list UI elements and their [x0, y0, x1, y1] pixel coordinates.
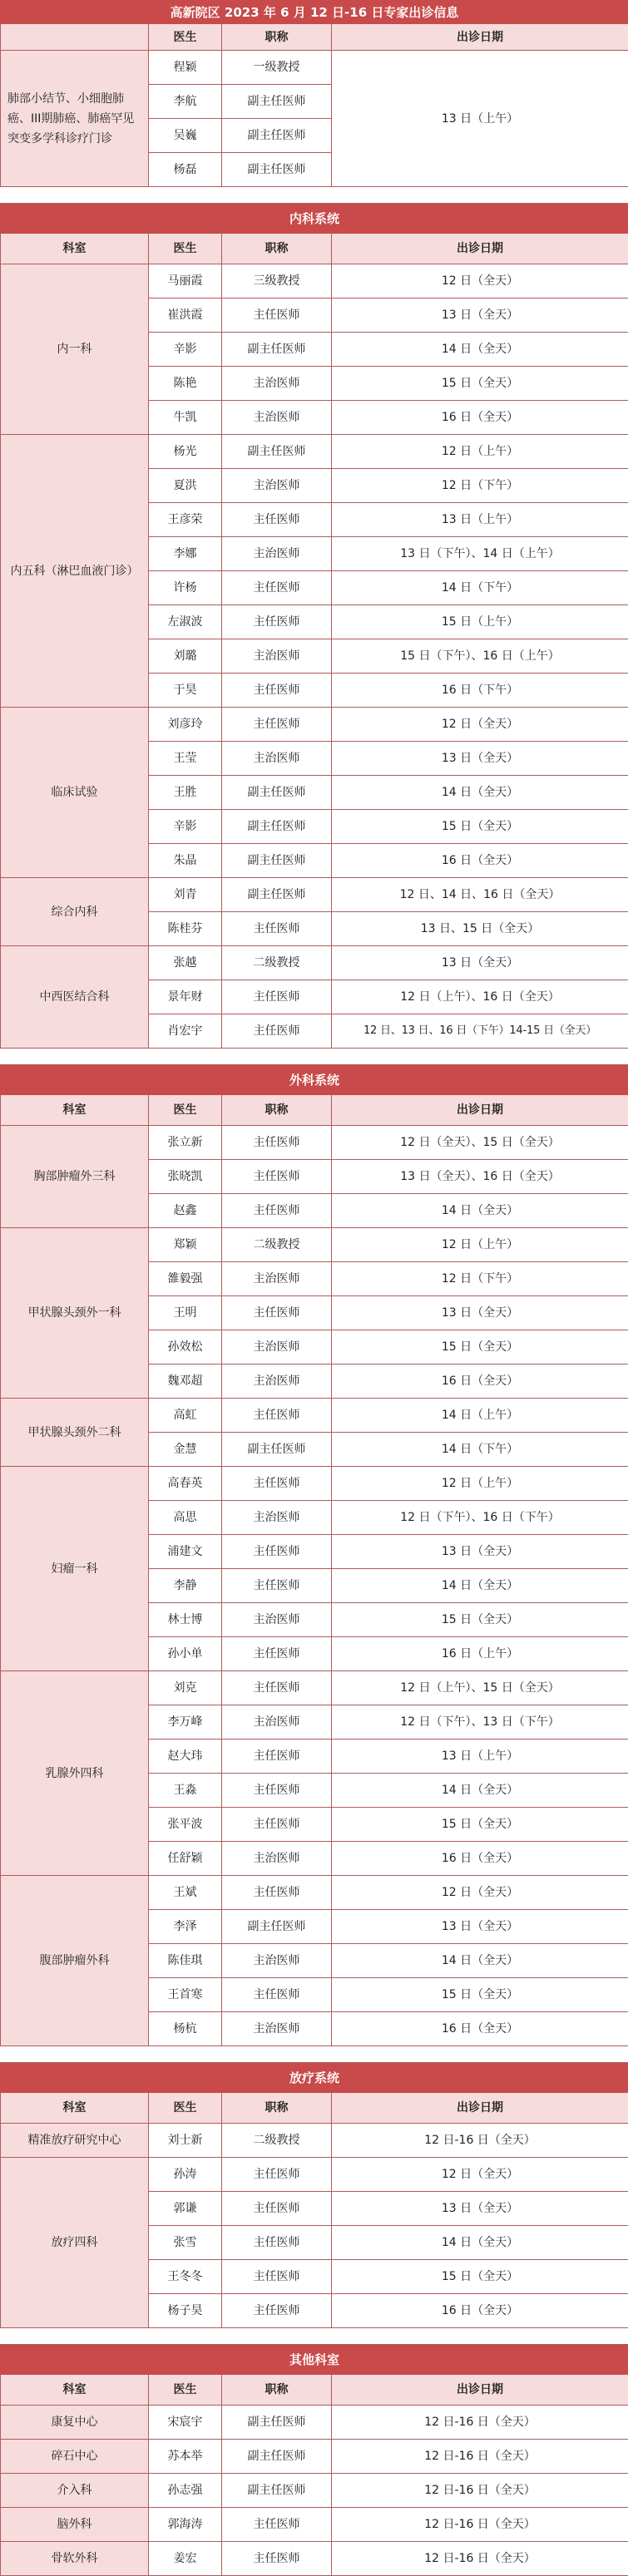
department-cell: 乳腺外四科	[1, 1671, 149, 1876]
rank-cell: 副主任医师	[222, 1910, 332, 1944]
rank-cell: 二级教授	[222, 2124, 332, 2158]
department-cell: 骨软外科	[1, 2542, 149, 2576]
doctor-cell: 宋宸宇	[149, 2406, 222, 2440]
department-cell: 介入科	[1, 2474, 149, 2508]
column-header-department: 科室	[1, 2375, 149, 2406]
rank-cell: 主任医师	[222, 2294, 332, 2328]
date-cell: 12 日（下午）、13 日（下午）	[332, 1705, 628, 1740]
column-header-doctor: 医生	[149, 2375, 222, 2406]
rank-cell: 主任医师	[222, 2260, 332, 2294]
department-cell: 肺部小结节、小细胞肺癌、III期肺癌、肺癌罕见突变多学科诊疗门诊	[1, 51, 149, 187]
date-cell: 13 日（下午）、14 日（上午）	[332, 537, 628, 571]
date-cell: 15 日（全天）	[332, 1330, 628, 1364]
doctor-cell: 朱晶	[149, 844, 222, 878]
date-cell: 12 日（上午）、15 日（全天）	[332, 1671, 628, 1705]
rank-cell: 主任医师	[222, 912, 332, 946]
rank-cell: 主治医师	[222, 742, 332, 776]
doctor-cell: 张越	[149, 946, 222, 980]
doctor-cell: 张立新	[149, 1126, 222, 1160]
doctor-cell: 张晓凯	[149, 1160, 222, 1194]
department-cell: 放疗四科	[1, 2158, 149, 2328]
date-cell: 13 日（上午）	[332, 51, 628, 187]
date-cell: 13 日（上午）	[332, 1740, 628, 1774]
department-cell: 腹部肿瘤外科	[1, 1876, 149, 2046]
doctor-cell: 郑颖	[149, 1228, 222, 1262]
date-cell: 14 日（全天）	[332, 1944, 628, 1978]
rank-cell: 主治医师	[222, 1705, 332, 1740]
department-cell: 妇瘤一科	[1, 1467, 149, 1671]
rank-cell: 主任医师	[222, 708, 332, 742]
date-cell: 13 日（全天）	[332, 742, 628, 776]
column-header-date: 出诊日期	[332, 24, 628, 51]
rank-cell: 副主任医师	[222, 2406, 332, 2440]
date-cell: 15 日（上午）	[332, 605, 628, 639]
date-cell: 12 日（上午）	[332, 1228, 628, 1262]
column-header-department	[1, 24, 149, 51]
rank-cell: 主治医师	[222, 1330, 332, 1364]
date-cell: 15 日（下午）、16 日（上午）	[332, 639, 628, 674]
date-cell: 13 日（全天）	[332, 299, 628, 333]
column-header-date: 出诊日期	[332, 234, 628, 264]
doctor-cell: 王胜	[149, 776, 222, 810]
doctor-cell: 崔洪霞	[149, 299, 222, 333]
rank-cell: 主治医师	[222, 639, 332, 674]
date-cell: 12 日（全天）	[332, 2158, 628, 2192]
rank-cell: 主任医师	[222, 571, 332, 605]
date-cell: 14 日（全天）	[332, 1569, 628, 1603]
rank-cell: 主任医师	[222, 1876, 332, 1910]
rank-cell: 主治医师	[222, 1262, 332, 1296]
date-cell: 15 日（全天）	[332, 1808, 628, 1842]
doctor-cell: 陈艳	[149, 367, 222, 401]
section-spacer	[1, 2046, 628, 2063]
doctor-cell: 杨杭	[149, 2012, 222, 2046]
date-cell: 14 日（全天）	[332, 1194, 628, 1228]
doctor-cell: 杨光	[149, 435, 222, 469]
rank-cell: 副主任医师	[222, 435, 332, 469]
date-cell: 12 日、13 日、16 日（下午）14-15 日（全天）	[332, 1014, 628, 1049]
date-cell: 16 日（全天）	[332, 844, 628, 878]
date-cell: 12 日（上午）	[332, 1467, 628, 1501]
doctor-cell: 王斌	[149, 1876, 222, 1910]
date-cell: 12 日（下午）	[332, 469, 628, 503]
rank-cell: 主治医师	[222, 469, 332, 503]
rank-cell: 主任医师	[222, 2508, 332, 2542]
date-cell: 14 日（下午）	[332, 1433, 628, 1467]
column-header-department: 科室	[1, 2093, 149, 2124]
section-title: 其他科室	[1, 2345, 628, 2375]
column-header-date: 出诊日期	[332, 2375, 628, 2406]
doctor-cell: 金慧	[149, 1433, 222, 1467]
date-cell: 15 日（全天）	[332, 810, 628, 844]
date-cell: 15 日（全天）	[332, 1603, 628, 1637]
department-cell: 内一科	[1, 264, 149, 435]
doctor-cell: 陈桂芬	[149, 912, 222, 946]
date-cell: 13 日、15 日（全天）	[332, 912, 628, 946]
rank-cell: 副主任医师	[222, 810, 332, 844]
section-spacer	[1, 2328, 628, 2345]
page-title: 高新院区 2023 年 6 月 12 日-16 日专家出诊信息	[1, 1, 628, 24]
doctor-cell: 李万峰	[149, 1705, 222, 1740]
date-cell: 13 日（全天）	[332, 1296, 628, 1330]
date-cell: 12 日（全天）	[332, 708, 628, 742]
doctor-cell: 王淼	[149, 1774, 222, 1808]
section-spacer	[1, 187, 628, 204]
column-header-doctor: 医生	[149, 234, 222, 264]
column-header-doctor: 医生	[149, 1095, 222, 1126]
doctor-cell: 赵鑫	[149, 1194, 222, 1228]
doctor-cell: 刘士新	[149, 2124, 222, 2158]
date-cell: 14 日（上午）	[332, 1399, 628, 1433]
rank-cell: 主任医师	[222, 1296, 332, 1330]
doctor-cell: 王首寒	[149, 1978, 222, 2012]
rank-cell: 主任医师	[222, 503, 332, 537]
rank-cell: 主任医师	[222, 1535, 332, 1569]
doctor-cell: 高虹	[149, 1399, 222, 1433]
department-cell: 精准放疗研究中心	[1, 2124, 149, 2158]
rank-cell: 主治医师	[222, 401, 332, 435]
doctor-cell: 李泽	[149, 1910, 222, 1944]
doctor-cell: 苏本举	[149, 2440, 222, 2474]
rank-cell: 副主任医师	[222, 844, 332, 878]
doctor-cell: 张平波	[149, 1808, 222, 1842]
date-cell: 13 日（全天）	[332, 1910, 628, 1944]
date-cell: 16 日（全天）	[332, 2294, 628, 2328]
doctor-cell: 程颖	[149, 51, 222, 85]
column-header-title: 职称	[222, 24, 332, 51]
rank-cell: 主任医师	[222, 1808, 332, 1842]
date-cell: 12 日-16 日（全天）	[332, 2542, 628, 2576]
date-cell: 16 日（上午）	[332, 1637, 628, 1671]
section-title: 外科系统	[1, 1065, 628, 1095]
date-cell: 14 日（全天）	[332, 2226, 628, 2260]
department-cell: 综合内科	[1, 878, 149, 946]
date-cell: 16 日（全天）	[332, 1842, 628, 1876]
doctor-cell: 景年财	[149, 980, 222, 1014]
rank-cell: 主任医师	[222, 1126, 332, 1160]
date-cell: 14 日（全天）	[332, 776, 628, 810]
department-cell: 脑外科	[1, 2508, 149, 2542]
date-cell: 12 日、14 日、16 日（全天）	[332, 878, 628, 912]
doctor-cell: 李娜	[149, 537, 222, 571]
doctor-cell: 王冬冬	[149, 2260, 222, 2294]
rank-cell: 副主任医师	[222, 878, 332, 912]
rank-cell: 副主任医师	[222, 1433, 332, 1467]
date-cell: 13 日（全天）	[332, 1535, 628, 1569]
department-cell: 胸部肿瘤外三科	[1, 1126, 149, 1228]
date-cell: 12 日-16 日（全天）	[332, 2474, 628, 2508]
date-cell: 12 日-16 日（全天）	[332, 2124, 628, 2158]
doctor-cell: 陈佳琪	[149, 1944, 222, 1978]
doctor-cell: 肖宏宇	[149, 1014, 222, 1049]
rank-cell: 主任医师	[222, 1399, 332, 1433]
rank-cell: 副主任医师	[222, 85, 332, 119]
doctor-cell: 孙效松	[149, 1330, 222, 1364]
date-cell: 12 日-16 日（全天）	[332, 2508, 628, 2542]
doctor-cell: 浦建文	[149, 1535, 222, 1569]
date-cell: 12 日（上午）、16 日（全天）	[332, 980, 628, 1014]
rank-cell: 一级教授	[222, 51, 332, 85]
doctor-cell: 左淑波	[149, 605, 222, 639]
date-cell: 13 日（全天）	[332, 946, 628, 980]
doctor-cell: 辛影	[149, 333, 222, 367]
doctor-cell: 许杨	[149, 571, 222, 605]
department-cell: 康复中心	[1, 2406, 149, 2440]
doctor-cell: 夏洪	[149, 469, 222, 503]
date-cell: 16 日（全天）	[332, 1364, 628, 1399]
rank-cell: 主任医师	[222, 1569, 332, 1603]
rank-cell: 主任医师	[222, 674, 332, 708]
rank-cell: 主任医师	[222, 980, 332, 1014]
rank-cell: 二级教授	[222, 946, 332, 980]
doctor-cell: 任舒颖	[149, 1842, 222, 1876]
date-cell: 12 日（全天）	[332, 1876, 628, 1910]
section-title: 内科系统	[1, 204, 628, 234]
doctor-cell: 孙小单	[149, 1637, 222, 1671]
doctor-cell: 郭谦	[149, 2192, 222, 2226]
rank-cell: 副主任医师	[222, 776, 332, 810]
doctor-cell: 王彦荣	[149, 503, 222, 537]
date-cell: 16 日（全天）	[332, 2012, 628, 2046]
rank-cell: 主任医师	[222, 1774, 332, 1808]
rank-cell: 主任医师	[222, 605, 332, 639]
department-cell: 内五科（淋巴血液门诊）	[1, 435, 149, 708]
rank-cell: 主任医师	[222, 1014, 332, 1049]
date-cell: 12 日（全天）	[332, 264, 628, 299]
rank-cell: 主任医师	[222, 1978, 332, 2012]
column-header-title: 职称	[222, 2375, 332, 2406]
date-cell: 13 日（全天）、16 日（全天）	[332, 1160, 628, 1194]
rank-cell: 副主任医师	[222, 333, 332, 367]
rank-cell: 主任医师	[222, 2542, 332, 2576]
date-cell: 15 日（全天）	[332, 367, 628, 401]
doctor-cell: 赵大玮	[149, 1740, 222, 1774]
rank-cell: 主任医师	[222, 2226, 332, 2260]
section-title: 放疗系统	[1, 2063, 628, 2093]
date-cell: 12 日（全天）、15 日（全天）	[332, 1126, 628, 1160]
rank-cell: 主任医师	[222, 1637, 332, 1671]
date-cell: 15 日（全天）	[332, 1978, 628, 2012]
doctor-cell: 高春英	[149, 1467, 222, 1501]
date-cell: 13 日（上午）	[332, 503, 628, 537]
doctor-cell: 张雪	[149, 2226, 222, 2260]
date-cell: 13 日（全天）	[332, 2192, 628, 2226]
doctor-cell: 刘青	[149, 878, 222, 912]
doctor-cell: 吴巍	[149, 119, 222, 153]
doctor-cell: 刘璐	[149, 639, 222, 674]
date-cell: 12 日（下午）、16 日（下午）	[332, 1501, 628, 1535]
column-header-title: 职称	[222, 234, 332, 264]
column-header-doctor: 医生	[149, 24, 222, 51]
rank-cell: 二级教授	[222, 1228, 332, 1262]
date-cell: 12 日（下午）	[332, 1262, 628, 1296]
doctor-cell: 王莹	[149, 742, 222, 776]
rank-cell: 主治医师	[222, 2012, 332, 2046]
doctor-cell: 杨子昊	[149, 2294, 222, 2328]
rank-cell: 主任医师	[222, 1194, 332, 1228]
doctor-cell: 于昊	[149, 674, 222, 708]
column-header-department: 科室	[1, 1095, 149, 1126]
doctor-cell: 辛影	[149, 810, 222, 844]
date-cell: 12 日-16 日（全天）	[332, 2440, 628, 2474]
department-cell: 临床试验	[1, 708, 149, 878]
section-spacer	[1, 1049, 628, 1065]
date-cell: 14 日（下午）	[332, 571, 628, 605]
column-header-doctor: 医生	[149, 2093, 222, 2124]
department-cell: 中西医结合科	[1, 946, 149, 1049]
rank-cell: 主治医师	[222, 537, 332, 571]
doctor-cell: 孙志强	[149, 2474, 222, 2508]
rank-cell: 主任医师	[222, 1160, 332, 1194]
column-header-department: 科室	[1, 234, 149, 264]
rank-cell: 副主任医师	[222, 2474, 332, 2508]
rank-cell: 副主任医师	[222, 119, 332, 153]
rank-cell: 主治医师	[222, 1944, 332, 1978]
doctor-cell: 高思	[149, 1501, 222, 1535]
doctor-cell: 郭海涛	[149, 2508, 222, 2542]
rank-cell: 主治医师	[222, 1364, 332, 1399]
rank-cell: 主任医师	[222, 1671, 332, 1705]
rank-cell: 主治医师	[222, 367, 332, 401]
rank-cell: 主任医师	[222, 2192, 332, 2226]
rank-cell: 三级教授	[222, 264, 332, 299]
rank-cell: 主任医师	[222, 299, 332, 333]
date-cell: 12 日（上午）	[332, 435, 628, 469]
rank-cell: 副主任医师	[222, 153, 332, 187]
rank-cell: 主治医师	[222, 1603, 332, 1637]
doctor-cell: 孙涛	[149, 2158, 222, 2192]
doctor-cell: 姜宏	[149, 2542, 222, 2576]
rank-cell: 主治医师	[222, 1501, 332, 1535]
rank-cell: 副主任医师	[222, 2440, 332, 2474]
doctor-cell: 刘彦玲	[149, 708, 222, 742]
column-header-date: 出诊日期	[332, 2093, 628, 2124]
column-header-title: 职称	[222, 2093, 332, 2124]
doctor-cell: 雒毅强	[149, 1262, 222, 1296]
date-cell: 16 日（全天）	[332, 401, 628, 435]
column-header-date: 出诊日期	[332, 1095, 628, 1126]
doctor-cell: 李航	[149, 85, 222, 119]
rank-cell: 主任医师	[222, 2158, 332, 2192]
date-cell: 16 日（下午）	[332, 674, 628, 708]
department-cell: 碎石中心	[1, 2440, 149, 2474]
doctor-cell: 杨磊	[149, 153, 222, 187]
column-header-title: 职称	[222, 1095, 332, 1126]
doctor-cell: 王明	[149, 1296, 222, 1330]
rank-cell: 主治医师	[222, 1842, 332, 1876]
date-cell: 12 日-16 日（全天）	[332, 2406, 628, 2440]
doctor-cell: 刘克	[149, 1671, 222, 1705]
department-cell: 甲状腺头颈外二科	[1, 1399, 149, 1467]
date-cell: 14 日（全天）	[332, 333, 628, 367]
doctor-cell: 牛凯	[149, 401, 222, 435]
rank-cell: 主任医师	[222, 1467, 332, 1501]
doctor-cell: 马丽霞	[149, 264, 222, 299]
doctor-cell: 魏邓超	[149, 1364, 222, 1399]
department-cell: 甲状腺头颈外一科	[1, 1228, 149, 1399]
doctor-cell: 林士博	[149, 1603, 222, 1637]
doctor-cell: 李静	[149, 1569, 222, 1603]
date-cell: 14 日（全天）	[332, 1774, 628, 1808]
date-cell: 15 日（全天）	[332, 2260, 628, 2294]
rank-cell: 主任医师	[222, 1740, 332, 1774]
